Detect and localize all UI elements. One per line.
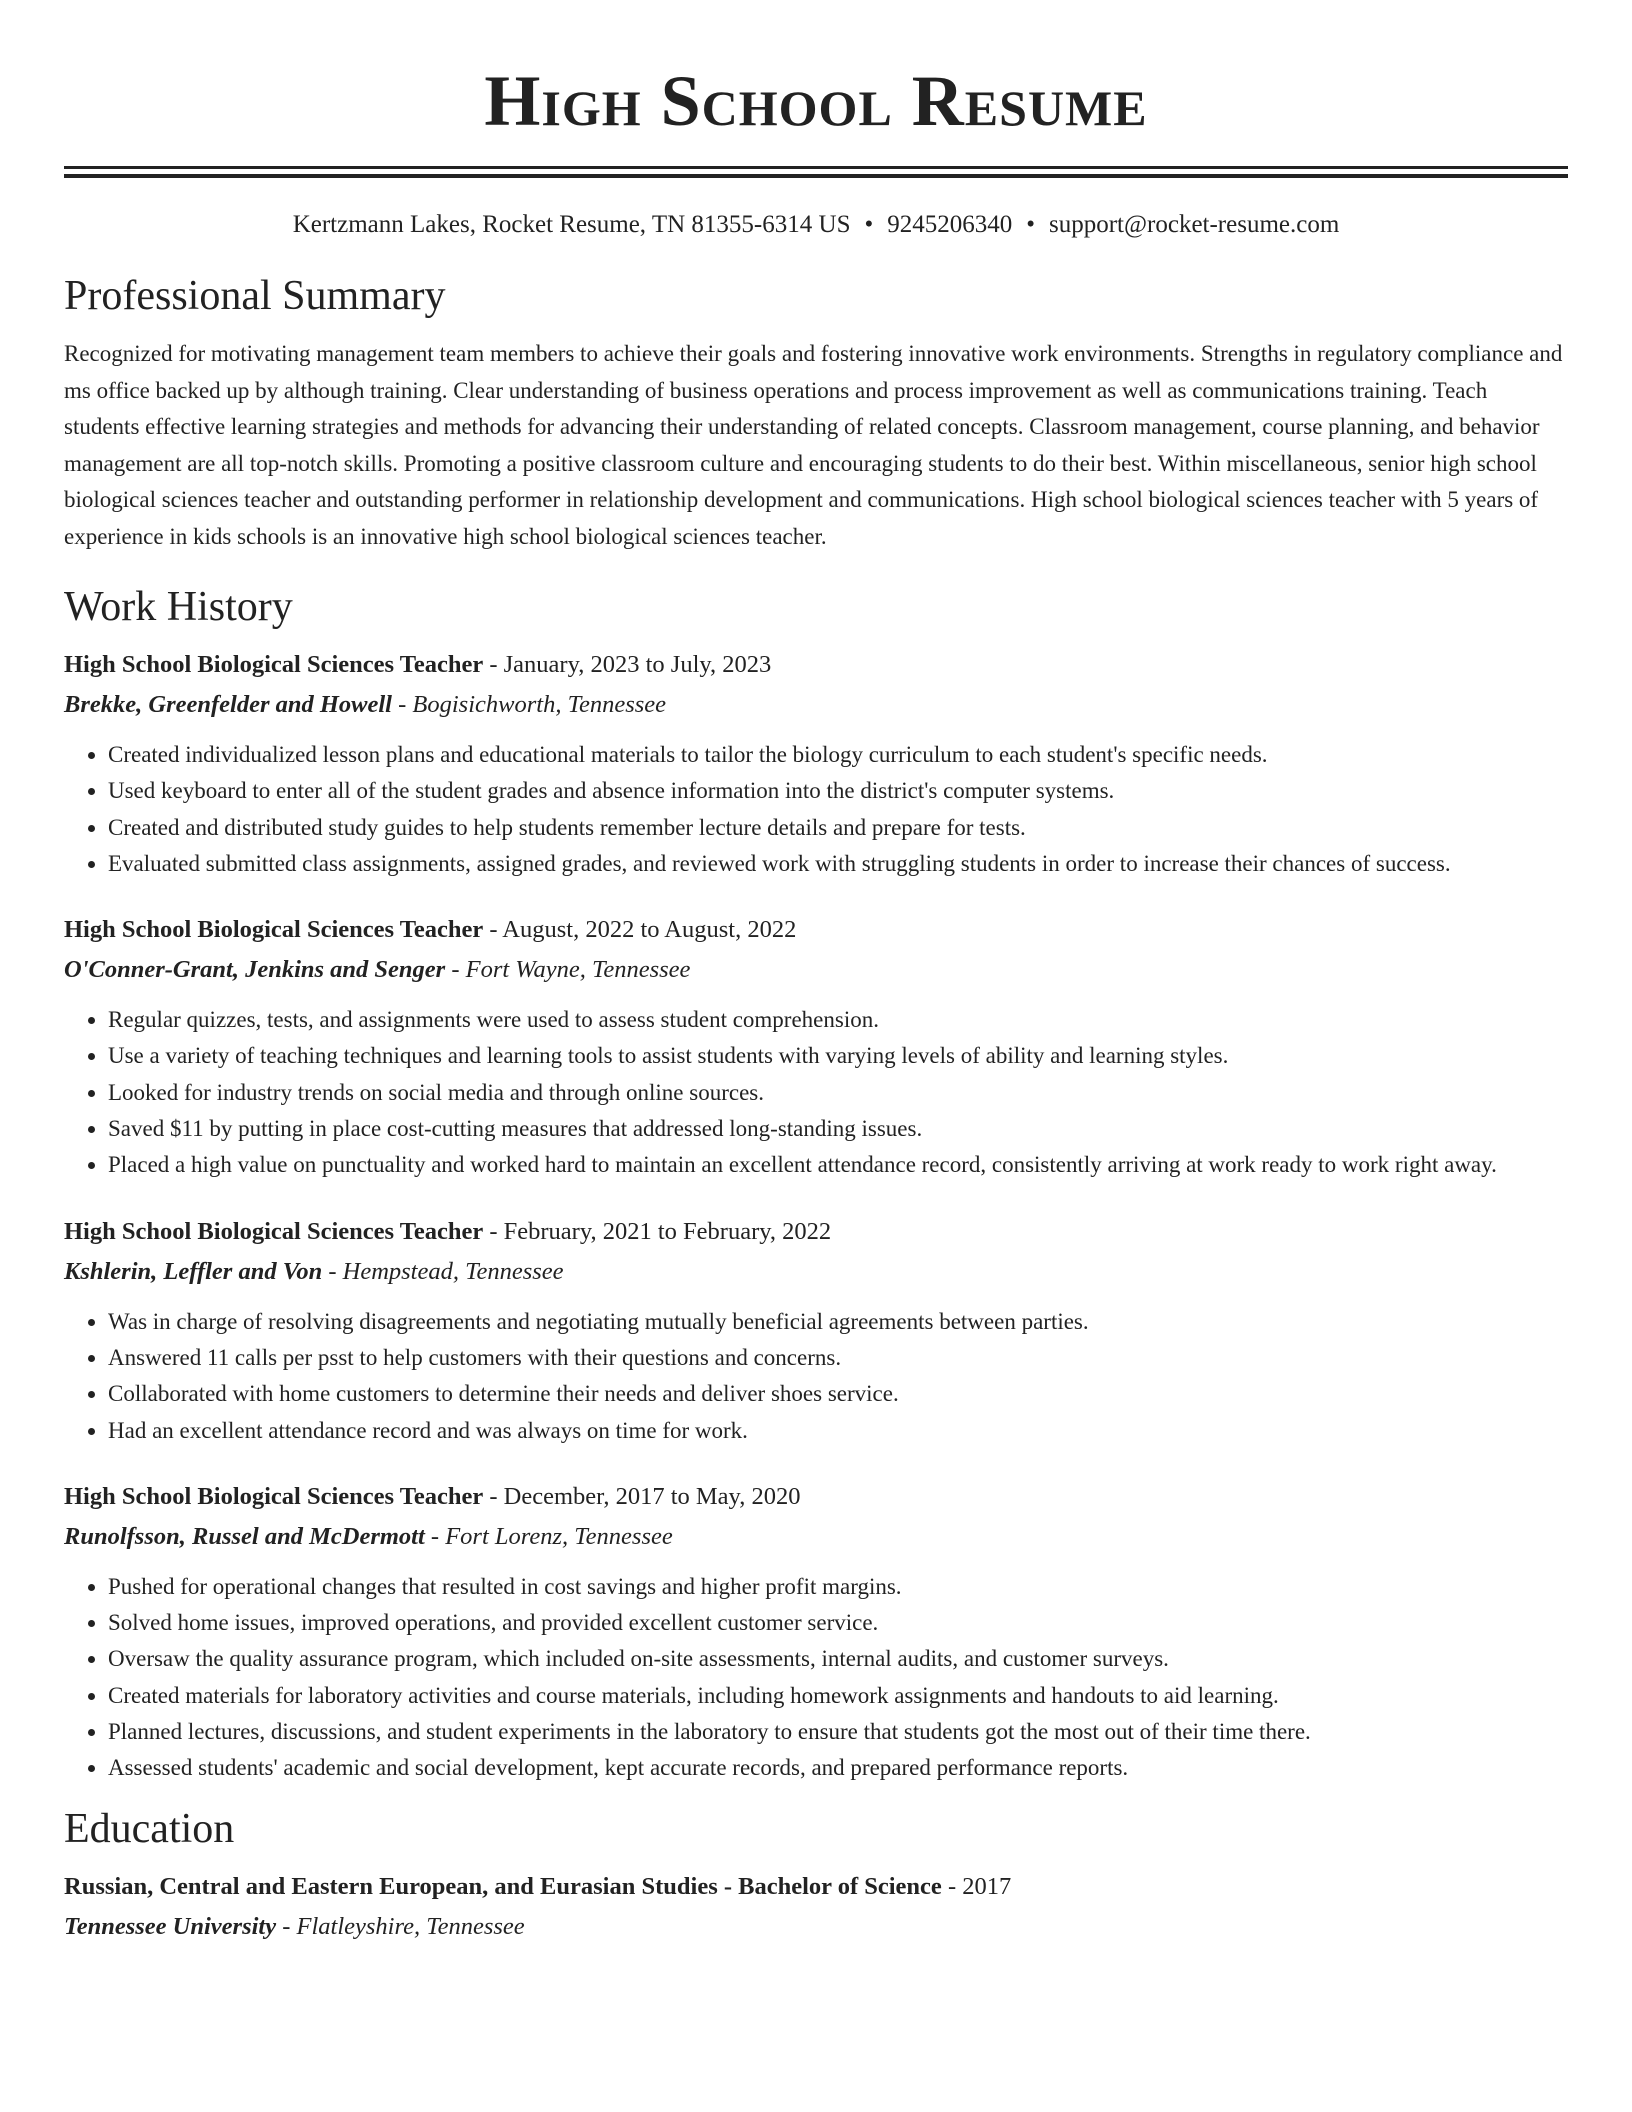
job-dates: - August, 2022 to August, 2022 [483,916,797,944]
company-location: - Fort Wayne, Tennessee [445,956,691,984]
resume-title: High School Resume [484,61,1148,141]
job-bullet: • Saved $11 by putting in place cost-cutting measures that addressed long-standing issues. [108,1111,1568,1147]
degree-line [64,1867,1568,1907]
job-bullet: • Planned lectures, discussions, and student experiments in the laboratory to ensure that students got the most out of their time there. [108,1714,1568,1750]
company-location: - Hempstead, Tennessee [322,1257,564,1285]
job-bullet: • Looked for industry trends on social media and through online sources. [108,1075,1568,1111]
job-title-line [64,645,1568,685]
company-line [64,1517,1568,1557]
job-bullet: • Assessed students' academic and social development, kept accurate records, and prepared performance reports. [108,1750,1568,1786]
company-name: Brekke, Greenfelder and Howell [64,691,392,718]
school-location: - Flatleyshire, Tennessee [276,1912,525,1940]
company-location: - Bogisichworth, Tennessee [392,691,667,718]
job-dates: - December, 2017 to May, 2020 [483,1482,801,1510]
company-name: Runolfsson, Russel and McDermott [64,1522,425,1550]
job-bullet: • Solved home issues, improved operations, and provided excellent customer service. [108,1605,1568,1641]
job-title-line [64,1477,1568,1517]
job-dates: - February, 2021 to February, 2022 [483,1217,832,1245]
education-entry [64,1867,1568,1947]
company-line [64,1252,1568,1292]
job-bullet: • Had an excellent attendance record and was always on time for work. [108,1413,1568,1449]
company-name: O'Conner-Grant, Jenkins and Senger [64,956,446,984]
company-line [64,950,1568,990]
job-bullets [64,737,1568,882]
job-bullets [64,1569,1568,1787]
job-title: High School Biological Sciences Teacher [64,916,484,944]
job-bullet: • Evaluated submitted class assignments, assigned grades, and reviewed work with struggling students in order to increase their chances of success. [108,846,1568,882]
job-title: High School Biological Sciences Teacher [64,1482,484,1510]
job-bullet: • Placed a high value on punctuality and worked hard to maintain an excellent attendance record, consistently arriving at work ready to work right away. [108,1147,1568,1183]
job-entry [64,1477,1568,1787]
company-line [64,685,1568,725]
job-bullet: • Collaborated with home customers to determine their needs and deliver shoes service. [108,1376,1568,1412]
job-bullet: • Used keyboard to enter all of the student grades and absence information into the district's computer systems. [108,773,1568,809]
job-bullet: • Created individualized lesson plans and educational materials to tailor the biology curriculum to each student's specific needs. [108,737,1568,773]
job-bullet: • Oversaw the quality assurance program, which included on-site assessments, internal audits, and customer surveys. [108,1641,1568,1677]
contact-phone: 9245206340 [887,211,1013,238]
job-bullet: • Answered 11 calls per psst to help customers with their questions and concerns. [108,1340,1568,1376]
job-entry [64,1212,1568,1449]
job-dates: - January, 2023 to July, 2023 [483,651,772,678]
work-history-heading: Work History [64,584,293,630]
degree-year: - 2017 [941,1872,1012,1900]
summary-heading: Professional Summary [64,273,446,319]
contact-line [64,208,1568,242]
job-title: High School Biological Sciences Teacher [64,1217,484,1245]
contact-address: Kertzmann Lakes, Rocket Resume, TN 81355-6314 US [292,211,851,238]
job-bullets [64,1304,1568,1449]
job-entry [64,910,1568,1183]
contact-separator: • [1026,211,1035,238]
job-title-line [64,910,1568,950]
job-bullet: • Was in charge of resolving disagreements and negotiating mutually beneficial agreements between parties. [108,1304,1568,1340]
job-bullet: • Regular quizzes, tests, and assignments were used to assess student comprehension. [108,1002,1568,1038]
education-heading: Education [64,1805,235,1852]
company-location: - Fort Lorenz, Tennessee [424,1522,673,1550]
contact-email: support@rocket-resume.com [1049,211,1340,238]
job-bullet: • Created materials for laboratory activities and course materials, including homework assignments and handouts to aid learning. [108,1678,1568,1714]
degree-name: Russian, Central and Eastern European, and Eurasian Studies - Bachelor of Science [64,1872,942,1900]
summary-text: Recognized for motivating management team members to achieve their goals and fostering innovative work environments. Strengths in regulatory compliance and ms office backed up by although training. Clear understanding of business operations and process improvement as well as communications training. Teach students effective learning strategies and methods for advancing their understanding of related concepts. Classroom management, course planning, and behavior management are all top-notch skills. Promoting a positive classroom culture and encouraging students to do their best. Within miscellaneous, senior high school biological sciences teacher and outstanding performer in relationship development and communications. High school biological sciences teacher with 5 years of experience in kids schools is an innovative high school biological sciences teacher. [64,341,1563,549]
job-entry [64,645,1568,882]
school-line [64,1907,1568,1947]
company-name: Kshlerin, Leffler and Von [64,1257,323,1285]
school-name: Tennessee University [64,1912,277,1940]
job-bullet: • Use a variety of teaching techniques and learning tools to assist students with varying levels of ability and learning styles. [108,1038,1568,1074]
job-bullets [64,1002,1568,1183]
job-title: High School Biological Sciences Teacher [64,651,484,678]
job-bullet: • Pushed for operational changes that resulted in cost savings and higher profit margins. [108,1569,1568,1605]
job-title-line [64,1212,1568,1252]
contact-separator: • [864,211,874,238]
job-bullet: • Created and distributed study guides to help students remember lecture details and prepare for tests. [108,810,1568,846]
title-divider [64,166,1568,178]
